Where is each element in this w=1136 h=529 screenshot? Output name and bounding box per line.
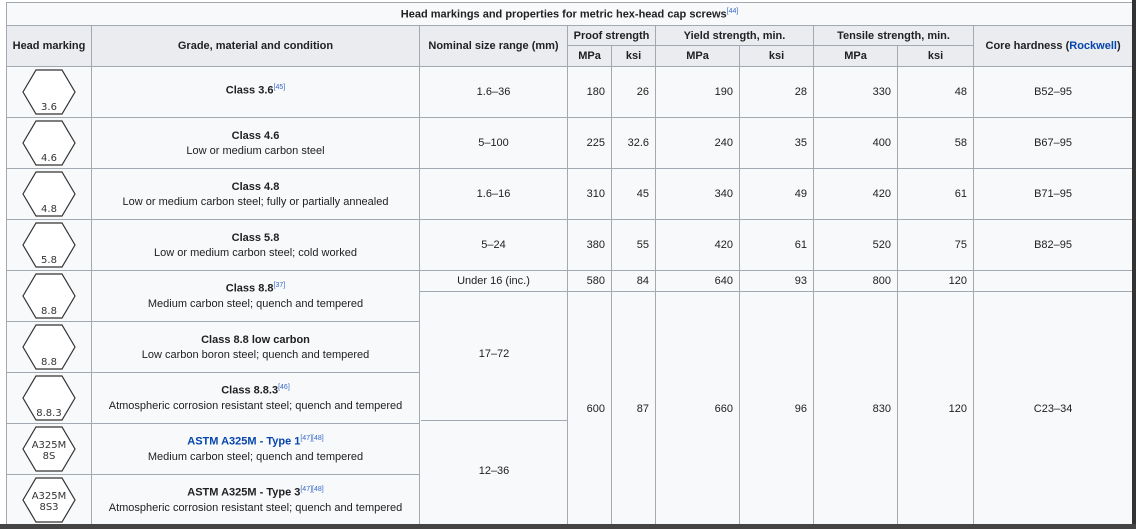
header-core-hardness: Core hardness (Rockwell) <box>974 26 1133 67</box>
hex-head-icon <box>21 119 77 167</box>
size-cell: 1.6–16 <box>420 169 568 220</box>
proof-mpa: 580 <box>568 271 612 292</box>
svg-text:8.8: 8.8 <box>41 357 57 368</box>
header-yield: Yield strength, min. <box>656 26 814 46</box>
grade-cell: ASTM A325M - Type 3[47][48] Atmospheric corrosion resistant steel; quench and tempered <box>92 475 420 526</box>
tensile-ksi: 58 <box>898 118 974 169</box>
window-edge-bottom <box>0 524 1136 529</box>
svg-text:8.8: 8.8 <box>41 306 57 317</box>
head-marking-cell <box>7 424 92 475</box>
header-tensile-mpa: MPa <box>814 46 898 67</box>
yield-mpa: 660 <box>656 292 740 526</box>
hex-head-icon <box>21 374 77 422</box>
caption-title: Head markings and properties for metric hex-head cap screws <box>400 8 727 21</box>
hex-head-icon <box>21 323 77 371</box>
svg-text:A325M: A325M <box>31 491 67 502</box>
hardness-cell: C23–34 <box>974 292 1133 526</box>
size-divider <box>421 420 568 421</box>
hex-screw-table <box>6 2 1133 526</box>
header-tensile-ksi: ksi <box>898 46 974 67</box>
size-cell: Under 16 (inc.) <box>420 271 568 292</box>
tensile-mpa: 800 <box>814 271 898 292</box>
yield-mpa: 240 <box>656 118 740 169</box>
table-caption <box>7 3 1133 26</box>
hex-head-icon <box>21 476 77 524</box>
yield-ksi: 96 <box>740 292 814 526</box>
svg-text:8.8.3: 8.8.3 <box>36 408 62 419</box>
header-head-marking: Head marking <box>7 26 92 67</box>
svg-text:3.6: 3.6 <box>41 102 57 113</box>
grade-cell: Class 8.8 low carbon Low carbon boron steel; quench and tempered <box>92 322 420 373</box>
tensile-mpa: 400 <box>814 118 898 169</box>
yield-mpa: 640 <box>656 271 740 292</box>
header-tensile: Tensile strength, min. <box>814 26 974 46</box>
svg-text:4.6: 4.6 <box>41 153 57 164</box>
hardness-cell: B82–95 <box>974 220 1133 271</box>
size-12-36-label: 12–36 <box>478 465 510 477</box>
hardness-cell: B71–95 <box>974 169 1133 220</box>
header-grade: Grade, material and condition <box>92 26 420 67</box>
caption-ref[interactable]: [44] <box>726 7 739 15</box>
hex-head-icon <box>21 272 77 320</box>
proof-ksi: 45 <box>612 169 656 220</box>
grade-cell: Class 3.6[45] <box>92 67 420 118</box>
hex-head-icon <box>21 221 77 269</box>
grade-cell: Class 8.8.3[46] Atmospheric corrosion resistant steel; quench and tempered <box>92 373 420 424</box>
head-marking-cell <box>7 67 92 118</box>
proof-ksi: 26 <box>612 67 656 118</box>
header-proof-mpa: MPa <box>568 46 612 67</box>
tensile-ksi: 120 <box>898 271 974 292</box>
tensile-ksi: 75 <box>898 220 974 271</box>
size-17-72-label: 17–72 <box>478 348 510 360</box>
yield-ksi: 61 <box>740 220 814 271</box>
yield-mpa: 340 <box>656 169 740 220</box>
header-size: Nominal size range (mm) <box>420 26 568 67</box>
astm-type1-link[interactable]: ASTM A325M - Type 1 <box>187 435 301 448</box>
yield-ksi: 28 <box>740 67 814 118</box>
table-row <box>7 220 1133 271</box>
proof-mpa: 180 <box>568 67 612 118</box>
hardness-cell: B67–95 <box>974 118 1133 169</box>
size-cell: 1.6–36 <box>420 67 568 118</box>
head-marking-cell <box>7 118 92 169</box>
grade-cell: Class 8.8[37] Medium carbon steel; quench and tempered <box>92 271 420 322</box>
proof-mpa: 310 <box>568 169 612 220</box>
yield-mpa: 420 <box>656 220 740 271</box>
hex-head-icon <box>21 68 77 116</box>
proof-mpa: 225 <box>568 118 612 169</box>
tensile-mpa: 830 <box>814 292 898 526</box>
header-proof: Proof strength <box>568 26 656 46</box>
grade-cell: ASTM A325M - Type 1[47][48] Medium carbon steel; quench and tempered <box>92 424 420 475</box>
size-cell: 5–100 <box>420 118 568 169</box>
rockwell-link[interactable]: Rockwell <box>1069 40 1117 52</box>
tensile-mpa: 330 <box>814 67 898 118</box>
hardness-cell: B52–95 <box>974 67 1133 118</box>
table-row <box>7 67 1133 118</box>
svg-text:8S: 8S <box>42 451 56 462</box>
table-row <box>7 271 1133 292</box>
svg-text:A325M: A325M <box>31 440 67 451</box>
proof-mpa: 380 <box>568 220 612 271</box>
head-marking-cell <box>7 271 92 322</box>
tensile-ksi: 48 <box>898 67 974 118</box>
proof-ksi: 55 <box>612 220 656 271</box>
proof-ksi: 32.6 <box>612 118 656 169</box>
proof-mpa: 600 <box>568 292 612 526</box>
header-yield-ksi: ksi <box>740 46 814 67</box>
proof-ksi: 87 <box>612 292 656 526</box>
yield-mpa: 190 <box>656 67 740 118</box>
grade-cell: Class 5.8 Low or medium carbon steel; cold worked <box>92 220 420 271</box>
head-marking-cell <box>7 322 92 373</box>
table-row <box>7 118 1133 169</box>
head-marking-cell <box>7 220 92 271</box>
hex-head-icon <box>21 170 77 218</box>
head-marking-cell <box>7 475 92 526</box>
tensile-mpa: 420 <box>814 169 898 220</box>
header-proof-ksi: ksi <box>612 46 656 67</box>
svg-text:4.8: 4.8 <box>41 204 57 215</box>
size-cell <box>420 292 568 526</box>
table-row <box>7 169 1133 220</box>
hardness-cell <box>974 271 1133 292</box>
yield-ksi: 93 <box>740 271 814 292</box>
svg-text:8S3: 8S3 <box>39 502 59 513</box>
window-edge-right <box>1132 0 1136 529</box>
head-marking-cell <box>7 373 92 424</box>
yield-ksi: 49 <box>740 169 814 220</box>
grade-cell: Class 4.8 Low or medium carbon steel; fully or partially annealed <box>92 169 420 220</box>
proof-ksi: 84 <box>612 271 656 292</box>
tensile-ksi: 120 <box>898 292 974 526</box>
size-cell: 5–24 <box>420 220 568 271</box>
svg-text:5.8: 5.8 <box>41 255 57 266</box>
grade-cell: Class 4.6 Low or medium carbon steel <box>92 118 420 169</box>
hex-head-icon <box>21 425 77 473</box>
header-yield-mpa: MPa <box>656 46 740 67</box>
tensile-ksi: 61 <box>898 169 974 220</box>
yield-ksi: 35 <box>740 118 814 169</box>
tensile-mpa: 520 <box>814 220 898 271</box>
head-marking-cell <box>7 169 92 220</box>
